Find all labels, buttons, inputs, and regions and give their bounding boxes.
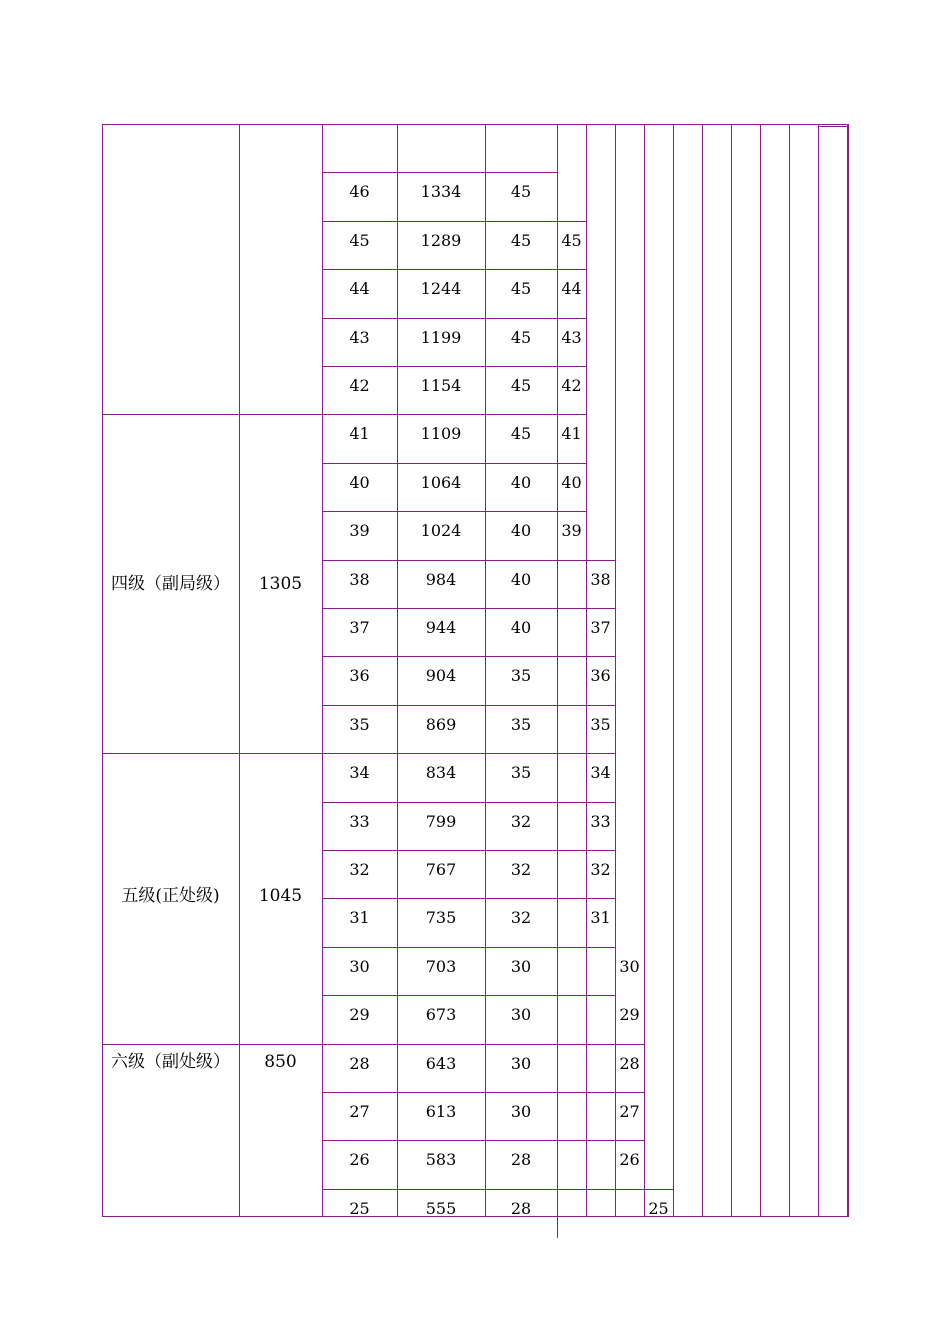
mark-row-divider: [557, 511, 587, 512]
row-divider: [322, 414, 558, 415]
row-divider: [322, 560, 558, 561]
table-right-border: [847, 124, 849, 1217]
level-cell: 26: [349, 1150, 370, 1169]
mark-cell: 41: [561, 424, 582, 443]
diff-cell: 45: [510, 279, 532, 298]
row-divider: [322, 221, 558, 222]
level-cell: 29: [349, 1005, 370, 1024]
mark-cell: 28: [619, 1054, 640, 1073]
mark-cell: 37: [590, 618, 611, 637]
row-divider: [322, 802, 558, 803]
mark-row-divider: [557, 1044, 645, 1045]
level-cell: 39: [349, 521, 370, 540]
grade-divider: [102, 1044, 323, 1045]
mark-cell: 32: [590, 860, 611, 879]
diff-cell: 45: [510, 328, 532, 347]
row-divider: [322, 318, 558, 319]
level-cell: 28: [349, 1054, 370, 1073]
mark-cell: 33: [590, 812, 611, 831]
column-divider: [673, 124, 674, 1217]
level-cell: 34: [349, 763, 370, 782]
level-cell: 46: [349, 182, 370, 201]
row-divider: [322, 463, 558, 464]
amount-cell: 799: [425, 812, 457, 831]
amount-cell: 1024: [420, 521, 462, 540]
mark-row-divider: [557, 366, 587, 367]
diff-cell: 28: [510, 1199, 532, 1218]
level-cell: 33: [349, 812, 370, 831]
mark-row-divider: [557, 802, 616, 803]
row-divider: [322, 1044, 558, 1045]
grade-name: 五级(正处级): [121, 886, 220, 906]
grade-divider: [102, 753, 323, 754]
row-divider: [322, 850, 558, 851]
mark-cell: 45: [561, 231, 582, 250]
grade-total: 1045: [258, 886, 303, 906]
diff-cell: 35: [510, 666, 532, 685]
amount-cell: 673: [425, 1005, 457, 1024]
column-divider: [644, 124, 645, 1217]
mark-cell: 26: [619, 1150, 640, 1169]
mark-row-divider: [557, 898, 616, 899]
mark-cell: 39: [561, 521, 582, 540]
mark-cell: 44: [561, 279, 582, 298]
amount-cell: 1334: [420, 182, 462, 201]
column-divider: [760, 124, 761, 1217]
mark-cell: 40: [561, 473, 582, 492]
amount-cell: 1199: [420, 328, 462, 347]
amount-cell: 1154: [420, 376, 462, 395]
mark-row-divider: [557, 1092, 645, 1093]
diff-cell: 40: [510, 618, 532, 637]
level-cell: 32: [349, 860, 370, 879]
level-cell: 36: [349, 666, 370, 685]
mark-cell: 35: [590, 715, 611, 734]
level-cell: 41: [349, 424, 370, 443]
mark-cell: [557, 182, 586, 204]
diff-cell: 32: [510, 812, 532, 831]
amount-cell: 1244: [420, 279, 462, 298]
diff-cell: 30: [510, 1102, 532, 1121]
row-divider: [322, 995, 558, 996]
row-divider: [322, 1140, 558, 1141]
level-cell: 31: [349, 908, 370, 927]
grade-total: 1305: [258, 574, 303, 594]
row-divider: [322, 656, 558, 657]
row-divider: [322, 366, 558, 367]
level-cell: 44: [349, 279, 370, 298]
amount-cell: 555: [425, 1199, 457, 1218]
diff-cell: 35: [510, 715, 532, 734]
diff-cell: 45: [510, 231, 532, 250]
row-divider: [322, 705, 558, 706]
diff-cell: 45: [510, 376, 532, 395]
mark-row-divider: [557, 560, 616, 561]
grade-total: [239, 160, 322, 182]
level-cell: 40: [349, 473, 370, 492]
mark-cell: 31: [590, 908, 611, 927]
mark-row-divider: [557, 705, 616, 706]
mark-row-divider: [557, 1189, 674, 1190]
table-inner-right-border: [818, 124, 819, 1217]
amount-cell: 869: [425, 715, 457, 734]
diff-cell: 45: [510, 182, 532, 201]
row-divider: [322, 1189, 558, 1190]
mark-cell: 29: [619, 1005, 640, 1024]
amount-cell: 767: [425, 860, 457, 879]
amount-cell: 834: [425, 763, 457, 782]
mark-cell: 36: [590, 666, 611, 685]
grade-total: 850: [264, 1052, 297, 1072]
row-divider: [322, 608, 558, 609]
mark-row-divider: [557, 269, 587, 270]
mark-row-divider: [557, 753, 616, 754]
diff-cell: 40: [510, 521, 532, 540]
amount-cell: [397, 134, 485, 156]
diff-cell: 35: [510, 763, 532, 782]
grade-divider: [102, 414, 323, 415]
grade-name: [102, 160, 239, 182]
amount-cell: 1064: [420, 473, 462, 492]
mark-row-divider: [557, 221, 587, 222]
diff-cell: 45: [510, 424, 532, 443]
diff-cell: 32: [510, 860, 532, 879]
row-divider: [322, 511, 558, 512]
mark-row-divider: [557, 318, 587, 319]
amount-cell: 583: [425, 1150, 457, 1169]
diff-cell: 30: [510, 957, 532, 976]
table-top-border-inner: [818, 126, 848, 127]
level-cell: 27: [349, 1102, 370, 1121]
mark-row-divider: [557, 414, 587, 415]
mark-row-divider: [557, 947, 616, 948]
mark-cell: [557, 134, 586, 156]
level-cell: 30: [349, 957, 370, 976]
mark-row-divider: [557, 463, 587, 464]
amount-cell: 944: [425, 618, 457, 637]
level-cell: 43: [349, 328, 370, 347]
level-cell: 25: [349, 1199, 370, 1218]
row-divider: [322, 947, 558, 948]
mark-cell: 43: [561, 328, 582, 347]
amount-cell: 1289: [420, 231, 462, 250]
diff-cell: 40: [510, 570, 532, 589]
level-cell: 35: [349, 715, 370, 734]
diff-cell: [485, 134, 557, 156]
column-divider: [702, 124, 703, 1217]
row-divider: [322, 172, 558, 173]
column-divider: [731, 124, 732, 1217]
amount-cell: 613: [425, 1102, 457, 1121]
row-divider: [322, 1092, 558, 1093]
diff-cell: 28: [510, 1150, 532, 1169]
diff-cell: 30: [510, 1054, 532, 1073]
level-cell: 45: [349, 231, 370, 250]
grade-name: 四级（副局级）: [111, 574, 230, 594]
mark-cell: 34: [590, 763, 611, 782]
diff-cell: 40: [510, 473, 532, 492]
amount-cell: 904: [425, 666, 457, 685]
mark-row-divider: [557, 656, 616, 657]
mark-row-divider: [557, 995, 616, 996]
amount-cell: 735: [425, 908, 457, 927]
mark-cell: 30: [619, 957, 640, 976]
row-divider: [322, 898, 558, 899]
level-cell: 42: [349, 376, 370, 395]
amount-cell: 643: [425, 1054, 457, 1073]
diff-cell: 30: [510, 1005, 532, 1024]
grade-name: 六级（副处级）: [111, 1052, 230, 1072]
amount-cell: 1109: [420, 424, 462, 443]
row-divider: [322, 753, 558, 754]
row-divider: [322, 269, 558, 270]
diff-cell: 32: [510, 908, 532, 927]
amount-cell: 703: [425, 957, 457, 976]
mark-cell: 27: [619, 1102, 640, 1121]
table-top-border: [102, 124, 848, 125]
level-cell: 37: [349, 618, 370, 637]
mark-row-divider: [557, 850, 616, 851]
amount-cell: 984: [425, 570, 457, 589]
mark-row-divider: [557, 608, 616, 609]
mark-cell: 25: [648, 1199, 669, 1218]
mark-row-divider: [557, 1140, 645, 1141]
level-cell: [322, 134, 397, 156]
mark-cell: 42: [561, 376, 582, 395]
column-divider: [789, 124, 790, 1217]
mark-cell: 38: [590, 570, 611, 589]
level-cell: 38: [349, 570, 370, 589]
